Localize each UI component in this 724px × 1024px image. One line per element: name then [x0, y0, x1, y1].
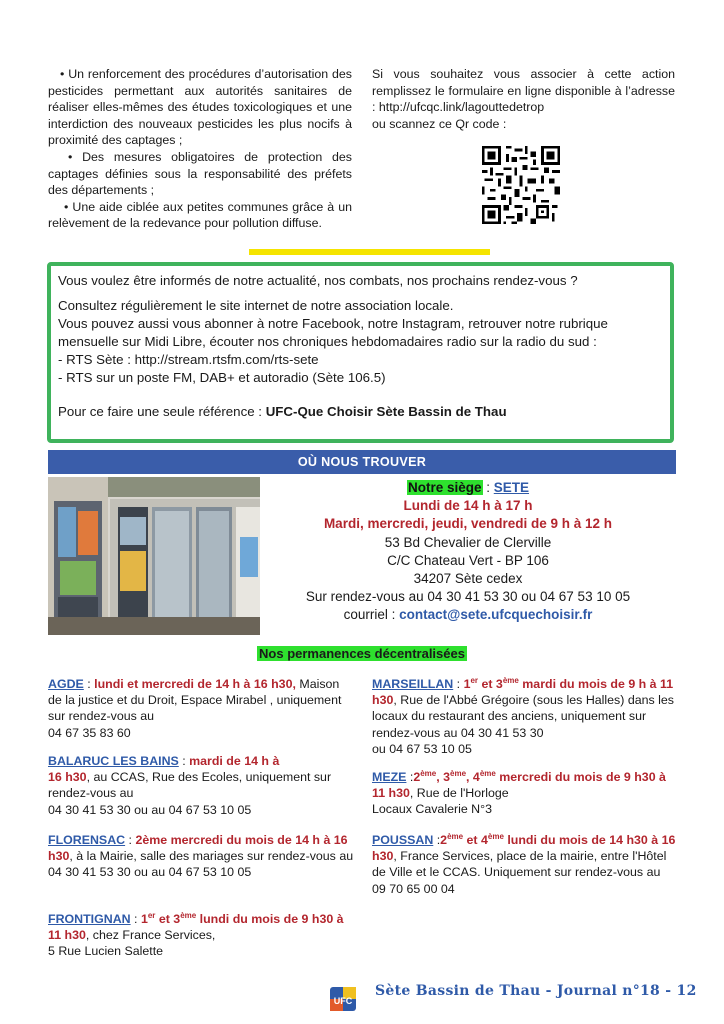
- agde-rest: Maison de la justice et du Droit, Espace Mirabel , uniquement sur rendez-vous au: [48, 677, 342, 724]
- info-question: Vous voulez être informés de notre actualité, nos combats, nos prochains rendez-vous ?: [58, 273, 578, 288]
- meze-t2: , 3: [436, 770, 451, 784]
- perm-agde: AGDE : lundi et mercredi de 14 h à 16 h30, Maison de la justice et du Droit, Espace Mirabel , uniquement sur rendez-vous au 04 67 35 83 60: [48, 676, 356, 741]
- bullet-1: • Un renforcement des procédures d’autorisation des pesticides permettant aux autorités sanitaires de réaliser elles-mêmes des études toxicologiques et une interdiction des nouveaux pesticides les plus nocifs à proximité des captages ;: [48, 67, 352, 148]
- frontignan-t2: et 3: [155, 912, 181, 926]
- meze-s2: ème: [450, 768, 467, 778]
- meze-s1: ème: [420, 768, 437, 778]
- poussan-t1: 2: [440, 833, 448, 847]
- perm-marseillan: MARSEILLAN : 1er et 3ème mardi du mois de 9 h à 11 h30, Rue de l'Abbé Grégoire (sous les Halles) dans les locaux du restaurant des anciens, uniquement sur rendez-vous au 04 30 41 53 30 ou 04 67 53 10 05: [372, 676, 676, 757]
- info-line-3[interactable]: - RTS Sète : http://stream.rtsfm.com/rts-sete: [58, 352, 319, 367]
- qr-code-icon[interactable]: [482, 146, 560, 224]
- marseillan-rest: , Rue de l'Abbé Grégoire (sous les Halles) dans les locaux du restaurant des anciens, uniquement sur rendez-vous au 04 30 41 53 30: [372, 693, 674, 740]
- separator-line: [249, 249, 490, 255]
- poussan-t3: lundi du mois de 14 h30 à 16 h30: [372, 833, 676, 864]
- ref-prefix: Pour ce faire une seule référence :: [58, 404, 266, 419]
- balaruc-time-2: 16 h30: [48, 770, 87, 785]
- siege-line: [270, 479, 666, 497]
- mail-link[interactable]: contact@sete.ufcquechoisir.fr: [399, 607, 593, 623]
- meze-s3: ème: [479, 768, 496, 778]
- location-banner: OÙ NOUS TROUVER: [48, 450, 676, 474]
- meze-rest: , Rue de l'Horloge: [409, 786, 509, 801]
- info-line-1: Consultez régulièrement le site internet de notre association locale.: [58, 298, 454, 313]
- poussan-s1: ème: [447, 831, 464, 841]
- perm-poussan: POUSSAN :2ème et 4ème lundi du mois de 14 h30 à 16 h30, France Services, place de la mairie, entre l'Hôtel de Ville et le CCAS. Uniquement sur rendez-vous au 09 70 65 00 04: [372, 831, 676, 896]
- siege-rdv: Sur rendez-vous au 04 30 41 53 30 ou 04 67 53 10 05: [305, 589, 631, 605]
- frontignan-t1: 1: [140, 912, 148, 926]
- balaruc-time-1: mardi de 14 h à: [189, 754, 280, 768]
- siege-address-1: 53 Bd Chevalier de Clerville: [384, 534, 552, 550]
- siege-hours-2: Mardi, mercredi, jeudi, vendredi de 9 h à 12 h: [323, 516, 613, 532]
- frontignan-addr: 5 Rue Lucien Salette: [48, 944, 164, 959]
- left-column: [48, 66, 352, 232]
- perm-balaruc: BALARUC LES BAINS : mardi de 14 h à 16 h30, au CCAS, Rue des Ecoles, uniquement sur rendez-vous au 04 30 41 53 30 ou au 04 67 53 10 05: [48, 753, 356, 818]
- florensac-town: FLORENSAC: [48, 833, 126, 847]
- office-photo: [48, 477, 260, 635]
- permanences-title-text: Nos permanences décentralisées: [259, 646, 465, 661]
- meze-t3: , 4: [466, 770, 480, 784]
- marseillan-s2: ème: [502, 675, 519, 685]
- frontignan-town: FRONTIGNAN: [48, 912, 131, 926]
- info-reference: [58, 403, 663, 421]
- poussan-rest: , France Services, place de la mairie, entre l'Hôtel de Ville et le CCAS. Uniquement sur rendez-vous au: [372, 849, 667, 880]
- siege-hours-1: Lundi de 14 h à 17 h: [403, 498, 533, 514]
- marseillan-phone: ou 04 67 53 10 05: [372, 741, 472, 756]
- mail-label: courriel :: [343, 607, 400, 623]
- footer-text: Sète Bassin de Thau - Journal n°18 - 12: [375, 983, 697, 999]
- poussan-town: POUSSAN: [372, 833, 434, 847]
- meze-t1: 2: [413, 770, 421, 784]
- address-block: [270, 479, 666, 625]
- qr-text: ou scannez ce Qr code :: [372, 116, 507, 131]
- ufc-logo-icon: [328, 985, 358, 1013]
- poussan-phone: 09 70 65 00 04: [372, 881, 455, 896]
- florensac-rest: , à la Mairie, salle des mariages sur rendez-vous au: [69, 849, 354, 864]
- balaruc-rest: , au CCAS, Rue des Ecoles, uniquement sur rendez-vous au: [48, 770, 332, 801]
- siege-mail-line: [270, 606, 666, 624]
- info-box: [47, 262, 674, 443]
- info-line-2: Vous pouvez aussi vous abonner à notre Facebook, notre Instagram, retrouver notre rubrique mensuelle sur Midi Libre, écouter nos chroniques hebdomadaires radio sur la radio du sud :: [58, 316, 608, 349]
- meze-addr: Locaux Cavalerie N°3: [372, 802, 492, 817]
- ref-name: UFC-Que Choisir Sète Bassin de Thau: [265, 404, 507, 419]
- perm-florensac: FLORENSAC : 2ème mercredi du mois de 14 h à 16 h30, à la Mairie, salle des mariages sur rendez-vous au 04 30 41 53 30 ou au 04 67 53 10 05: [48, 832, 356, 881]
- florensac-time: 2ème mercredi du mois de 14 h à 16 h30: [48, 833, 348, 864]
- agde-phone: 04 67 35 83 60: [48, 725, 131, 740]
- poussan-t2: et 4: [463, 833, 488, 847]
- siege-address-2: C/C Chateau Vert - BP 106: [387, 552, 549, 568]
- bullet-2: • Des mesures obligatoires de protection des captages définies sous la responsabilité des préfets des départements ;: [48, 149, 352, 198]
- frontignan-s2: ème: [180, 910, 197, 920]
- balaruc-phone: 04 30 41 53 30 ou au 04 67 53 10 05: [48, 802, 252, 817]
- meze-town: MEZE: [372, 770, 407, 784]
- marseillan-t2: et 3: [478, 677, 503, 691]
- logo-text: UFC: [333, 996, 353, 1006]
- siege-city: SETE: [493, 480, 530, 495]
- perm-frontignan: FRONTIGNAN : 1er et 3ème lundi du mois de 9 h30 à 11 h30, chez France Services, 5 Rue Lucien Salette: [48, 911, 348, 960]
- frontignan-rest: , chez France Services,: [85, 928, 216, 943]
- marseillan-t1: 1: [463, 677, 471, 691]
- balaruc-town: BALARUC LES BAINS: [48, 754, 179, 768]
- marseillan-s1: er: [470, 675, 479, 685]
- permanences-title: [0, 645, 724, 663]
- info-line-4: - RTS sur un poste FM, DAB+ et autoradio (Sète 106.5): [58, 370, 386, 385]
- agde-time: lundi et mercredi de 14 h à 16 h30,: [94, 677, 296, 691]
- marseillan-town: MARSEILLAN: [372, 677, 454, 691]
- marseillan-t3: mardi du mois de 9 h à 11 h30: [372, 677, 674, 708]
- perm-meze: MEZE :2ème, 3ème, 4ème mercredi du mois de 9 h30 à 11 h30, Rue de l'Horloge Locaux Cavalerie N°3: [372, 769, 672, 818]
- bullet-3: • Une aide ciblée aux petites communes grâce à un relèvement de la redevance pour pollution diffuse.: [48, 199, 352, 231]
- form-text: Si vous souhaitez vous associer à cette action remplissez le formulaire en ligne disponible à l’adresse : http://ufcqc.link/lagouttedetrop: [372, 67, 675, 115]
- right-column: [372, 66, 675, 132]
- meze-t4: mercredi du mois de 9 h30 à 11 h30: [372, 770, 666, 801]
- frontignan-s1: er: [147, 910, 156, 920]
- siege-sep: :: [482, 480, 494, 495]
- florensac-phone: 04 30 41 53 30 ou au 04 67 53 10 05: [48, 865, 252, 880]
- agde-town: AGDE: [48, 677, 84, 691]
- siege-address-3: 34207 Sète cedex: [413, 571, 523, 587]
- siege-label: Notre siège: [407, 480, 482, 495]
- frontignan-t3: lundi du mois de 9 h30 à 11 h30: [48, 912, 344, 943]
- poussan-s2: ème: [487, 831, 504, 841]
